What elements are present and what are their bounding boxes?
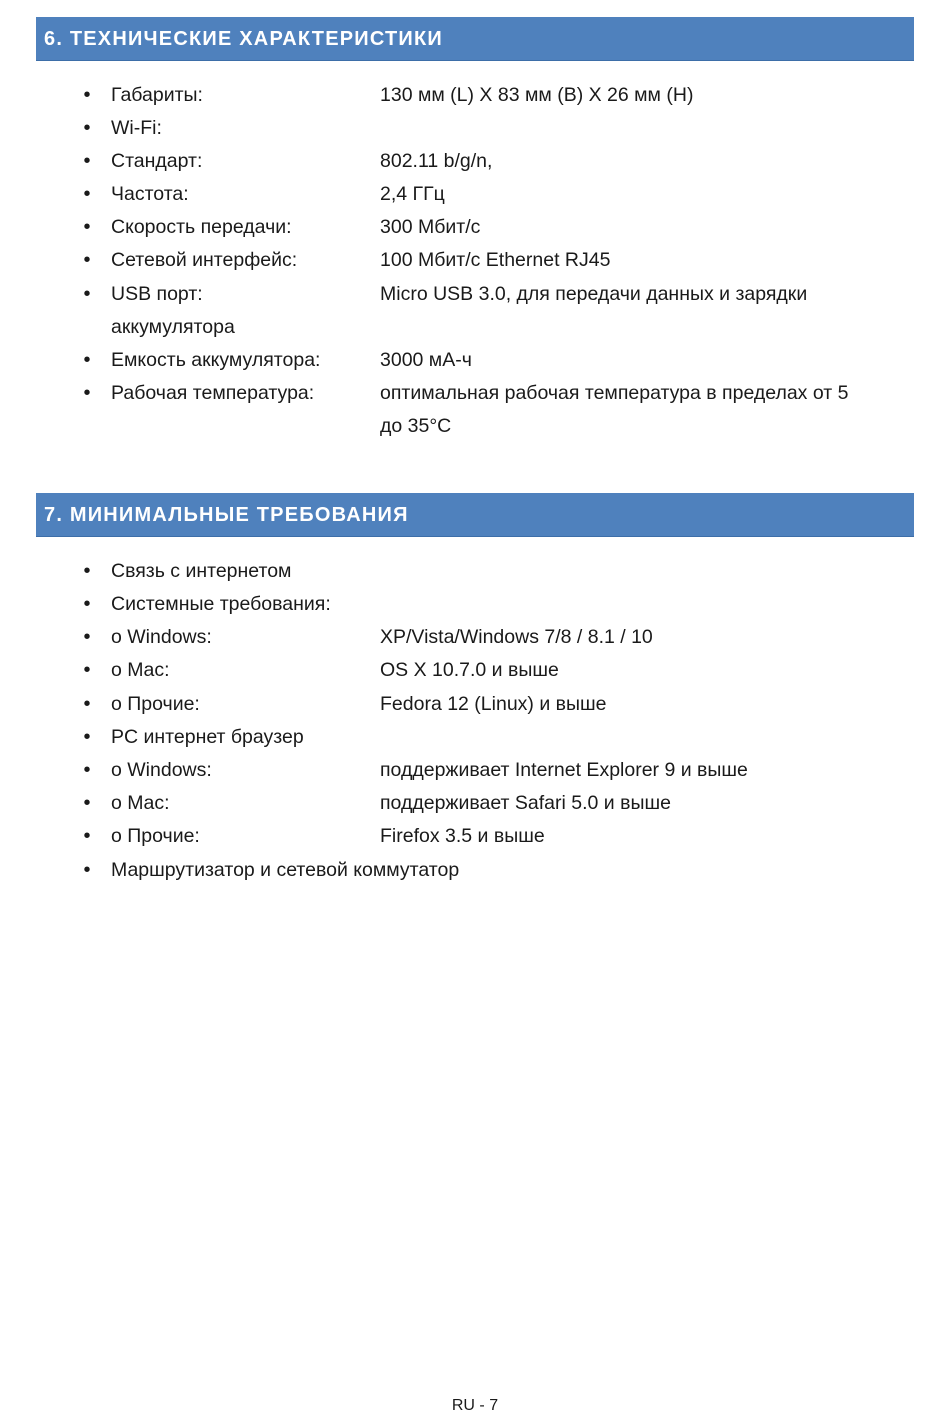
list-item-system-requirements [0, 588, 950, 621]
page-number: RU - 7 [451, 1397, 499, 1414]
bullet-icon: • [83, 859, 91, 881]
list-item-browser-windows [0, 754, 950, 787]
item-label: Емкость аккумулятора: [111, 349, 321, 371]
item-label: Рабочая температура: [111, 382, 315, 404]
bullet-icon: • [83, 382, 91, 404]
item-label: o Mac: [111, 659, 170, 681]
bullet-icon: • [83, 150, 91, 172]
item-label: Габариты: [111, 84, 203, 106]
item-label: o Windows: [111, 626, 212, 648]
item-label: Частота: [111, 183, 189, 205]
bullet-icon: • [83, 216, 91, 238]
bullet-icon: • [83, 759, 91, 781]
item-label: o Mac: [111, 792, 170, 814]
bullet-icon: • [83, 792, 91, 814]
item-value: XP/Vista/Windows 7/8 / 8.1 / 10 [380, 626, 653, 648]
list-item-network-interface [0, 244, 950, 277]
list-item-dimensions [0, 79, 950, 112]
section-7-heading: 7. МИНИМАЛЬНЫЕ ТРЕБОВАНИЯ [36, 493, 914, 537]
item-label-continuation: аккумулятора [111, 316, 235, 338]
list-item-wifi [0, 112, 950, 145]
list-item-standard [0, 145, 950, 178]
list-item-frequency [0, 178, 950, 211]
item-label: Wi-Fi: [111, 117, 162, 139]
bullet-icon: • [83, 593, 91, 615]
bullet-icon: • [83, 825, 91, 847]
item-value: поддерживает Internet Explorer 9 и выше [380, 759, 748, 781]
list-item-speed [0, 211, 950, 244]
bullet-icon: • [83, 183, 91, 205]
item-value: поддерживает Safari 5.0 и выше [380, 792, 671, 814]
item-label: Скорость передачи: [111, 216, 292, 238]
bullet-icon: • [83, 283, 91, 305]
item-label: o Прочие: [111, 825, 200, 847]
list-item-internet [0, 555, 950, 588]
bullet-icon: • [83, 560, 91, 582]
list-item-usb-port [0, 278, 950, 344]
item-label: Маршрутизатор и сетевой коммутатор [111, 859, 460, 881]
list-item-battery [0, 344, 950, 377]
bullet-icon: • [83, 84, 91, 106]
item-label: Связь с интернетом [111, 560, 292, 582]
bullet-icon: • [83, 726, 91, 748]
item-label: Сетевой интерфейс: [111, 249, 298, 271]
item-value: 130 мм (L) X 83 мм (B) X 26 мм (H) [380, 84, 694, 106]
item-value: 2,4 ГГц [380, 183, 445, 205]
list-item-operating-temperature [0, 377, 950, 443]
item-value: Fedora 12 (Linux) и выше [380, 693, 607, 715]
list-item-os-windows [0, 621, 950, 654]
item-value: 100 Мбит/с Ethernet RJ45 [380, 249, 611, 271]
list-item-os-other [0, 688, 950, 721]
section-6-heading: 6. ТЕХНИЧЕСКИЕ ХАРАКТЕРИСТИКИ [36, 17, 914, 61]
bullet-icon: • [83, 626, 91, 648]
list-item-browser-mac [0, 787, 950, 820]
item-value: 802.11 b/g/n, [380, 150, 493, 172]
item-label: o Прочие: [111, 693, 200, 715]
item-value: оптимальная рабочая температура в пределах от 5 [380, 382, 849, 404]
item-value: Firefox 3.5 и выше [380, 825, 545, 847]
list-item-browser-other [0, 820, 950, 853]
item-label: o Windows: [111, 759, 212, 781]
item-value: 3000 мА-ч [380, 349, 472, 371]
item-value: OS X 10.7.0 и выше [380, 659, 559, 681]
item-label: USB порт: [111, 283, 203, 305]
list-item-router [0, 854, 950, 887]
item-value: Micro USB 3.0, для передачи данных и зарядки [380, 283, 808, 305]
list-item-os-mac [0, 654, 950, 687]
bullet-icon: • [83, 117, 91, 139]
list-item-browser [0, 721, 950, 754]
item-label: PC интернет браузер [111, 726, 304, 748]
item-label: Стандарт: [111, 150, 203, 172]
bullet-icon: • [83, 693, 91, 715]
bullet-icon: • [83, 659, 91, 681]
item-value-continuation: до 35°C [380, 415, 452, 437]
bullet-icon: • [83, 249, 91, 271]
item-value: 300 Мбит/с [380, 216, 481, 238]
item-label: Системные требования: [111, 593, 331, 615]
bullet-icon: • [83, 349, 91, 371]
